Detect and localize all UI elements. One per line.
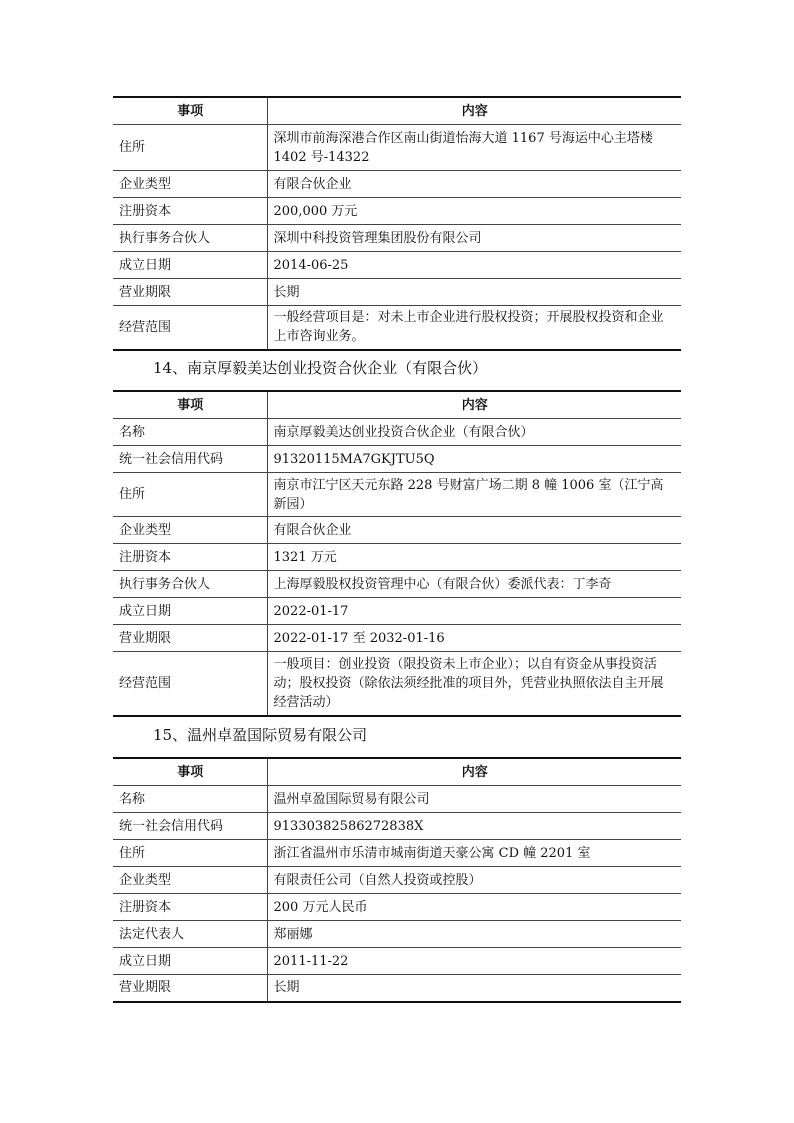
row-label: 经营范围 xyxy=(113,306,267,350)
row-label: 统一社会信用代码 xyxy=(113,813,267,840)
row-value: 2022-01-17 至 2032-01-16 xyxy=(267,625,681,652)
row-value: 200,000 万元 xyxy=(267,198,681,225)
row-label: 住所 xyxy=(113,840,267,867)
row-label: 企业类型 xyxy=(113,517,267,544)
header-content: 内容 xyxy=(267,391,681,419)
header-item: 事项 xyxy=(113,97,267,125)
row-value: 有限责任公司（自然人投资或控股） xyxy=(267,867,681,894)
table-row xyxy=(113,225,681,252)
row-label: 营业期限 xyxy=(113,279,267,306)
row-value: 浙江省温州市乐清市城南街道天豪公寓 CD 幢 2201 室 xyxy=(267,840,681,867)
row-value: 温州卓盈国际贸易有限公司 xyxy=(267,786,681,813)
table-row xyxy=(113,446,681,473)
row-value: 上海厚毅股权投资管理中心（有限合伙）委派代表：丁李奇 xyxy=(267,571,681,598)
table-header-row xyxy=(113,758,681,786)
company-info-table-13 xyxy=(113,96,681,351)
row-value: 200 万元人民币 xyxy=(267,894,681,921)
table-row xyxy=(113,306,681,350)
table-row xyxy=(113,813,681,840)
row-value: 深圳中科投资管理集团股份有限公司 xyxy=(267,225,681,252)
table-row xyxy=(113,125,681,171)
row-value: 1321 万元 xyxy=(267,544,681,571)
table-row xyxy=(113,598,681,625)
table-header-row xyxy=(113,97,681,125)
table-row xyxy=(113,171,681,198)
row-value: 一般项目：创业投资（限投资未上市企业）；以自有资金从事投资活动；股权投资（除依法须经批准的项目外，凭营业执照依法自主开展经营活动） xyxy=(267,652,681,716)
row-label: 注册资本 xyxy=(113,198,267,225)
section-title-14: 14、南京厚毅美达创业投资合伙企业（有限合伙） xyxy=(153,359,488,377)
row-label: 注册资本 xyxy=(113,544,267,571)
table-row xyxy=(113,652,681,716)
table-row xyxy=(113,625,681,652)
table-row xyxy=(113,921,681,948)
row-label: 成立日期 xyxy=(113,252,267,279)
table-row xyxy=(113,840,681,867)
row-value: 91320115MA7GKJTU5Q xyxy=(267,446,681,473)
row-label: 名称 xyxy=(113,786,267,813)
row-label: 营业期限 xyxy=(113,975,267,1002)
row-value: 一般经营项目是：对未上市企业进行股权投资；开展股权投资和企业上市咨询业务。 xyxy=(267,306,681,350)
table-row xyxy=(113,279,681,306)
table-row xyxy=(113,517,681,544)
table-row xyxy=(113,786,681,813)
row-value: 2022-01-17 xyxy=(267,598,681,625)
table-row xyxy=(113,571,681,598)
row-label: 营业期限 xyxy=(113,625,267,652)
company-info-table-14 xyxy=(113,390,681,717)
row-label: 住所 xyxy=(113,473,267,517)
row-label: 成立日期 xyxy=(113,948,267,975)
row-value: 南京市江宁区天元东路 228 号财富广场二期 8 幢 1006 室（江宁高新园） xyxy=(267,473,681,517)
table-row xyxy=(113,894,681,921)
table-row xyxy=(113,544,681,571)
row-value: 深圳市前海深港合作区南山街道怡海大道 1167 号海运中心主塔楼 1402 号-14322 xyxy=(267,125,681,171)
table-row xyxy=(113,867,681,894)
header-item: 事项 xyxy=(113,758,267,786)
row-value: 长期 xyxy=(267,279,681,306)
table-row xyxy=(113,419,681,446)
header-item: 事项 xyxy=(113,391,267,419)
row-label: 统一社会信用代码 xyxy=(113,446,267,473)
row-value: 2011-11-22 xyxy=(267,948,681,975)
row-value: 91330382586272838X xyxy=(267,813,681,840)
row-value: 有限合伙企业 xyxy=(267,517,681,544)
row-label: 注册资本 xyxy=(113,894,267,921)
table-row xyxy=(113,975,681,1002)
row-value: 郑丽娜 xyxy=(267,921,681,948)
header-content: 内容 xyxy=(267,97,681,125)
row-value: 长期 xyxy=(267,975,681,1002)
row-value: 有限合伙企业 xyxy=(267,171,681,198)
table-header-row xyxy=(113,391,681,419)
table-row xyxy=(113,473,681,517)
row-label: 执行事务合伙人 xyxy=(113,225,267,252)
row-label: 企业类型 xyxy=(113,171,267,198)
section-title-15: 15、温州卓盈国际贸易有限公司 xyxy=(153,726,368,744)
row-label: 名称 xyxy=(113,419,267,446)
row-value: 南京厚毅美达创业投资合伙企业（有限合伙） xyxy=(267,419,681,446)
row-label: 住所 xyxy=(113,125,267,171)
table-row xyxy=(113,198,681,225)
row-label: 执行事务合伙人 xyxy=(113,571,267,598)
row-value: 2014-06-25 xyxy=(267,252,681,279)
table-row xyxy=(113,948,681,975)
row-label: 经营范围 xyxy=(113,652,267,716)
header-content: 内容 xyxy=(267,758,681,786)
table-row xyxy=(113,252,681,279)
row-label: 法定代表人 xyxy=(113,921,267,948)
row-label: 企业类型 xyxy=(113,867,267,894)
row-label: 成立日期 xyxy=(113,598,267,625)
company-info-table-15 xyxy=(113,757,681,1003)
